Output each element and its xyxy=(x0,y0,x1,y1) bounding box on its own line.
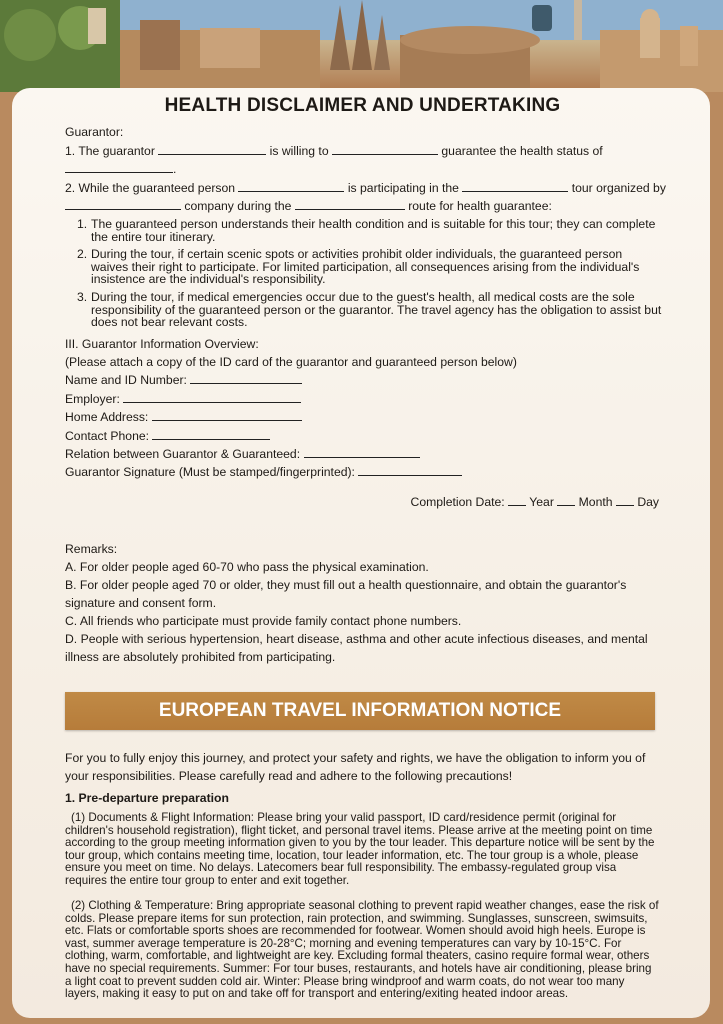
notice-intro: For you to fully enjoy this journey, and protect your safety and rights, we have the obligation to inform you of your responsibilities. Please carefully read and adhere to the following precautions! xyxy=(65,751,646,783)
item-number: 2. xyxy=(77,247,88,261)
field-contact-phone xyxy=(65,429,270,443)
remark-d: D. People with serious hypertension, heart disease, asthma and other acute infectious diseases, and mental illness are absolutely prohibited from participating. xyxy=(65,632,648,664)
remarks-title: Remarks: xyxy=(65,542,118,556)
guarantor-line-2 xyxy=(65,181,666,195)
line1-text-c: guarantee the health status of xyxy=(441,144,603,158)
guarantor-line-1b xyxy=(65,162,176,176)
blank-willing-to[interactable] xyxy=(332,144,438,155)
document-card xyxy=(12,88,710,1018)
notice-section-banner: EUROPEAN TRAVEL INFORMATION NOTICE xyxy=(65,692,655,730)
month-input[interactable] xyxy=(557,495,575,506)
relation-input[interactable] xyxy=(304,447,420,458)
item-number: 3. xyxy=(77,290,88,304)
field-relation xyxy=(65,447,420,461)
item-number: 1. xyxy=(77,217,88,231)
field-label: Employer: xyxy=(65,392,120,406)
line2-text-d: company during the xyxy=(184,199,292,213)
guarantor-label: Guarantor: xyxy=(65,125,124,139)
undertaking-item-3 xyxy=(77,291,662,329)
year-input[interactable] xyxy=(508,495,526,506)
header-photo-banner xyxy=(0,0,723,92)
guarantor-line-2b xyxy=(65,199,552,213)
notice-paragraph-2: (2) Clothing & Temperature: Bring appropriate seasonal clothing to prevent rapid weather changes, ease the risk of colds. Please prepare items for sun protection, rain protection, and swimming. Sunglasses, sunscreen, swimsuits, etc. Flats or comfortable sports shoes are recommended for footwear. Women should avoid high heels. Europe is vast, summer average temperature is 20-28°C; morning and evening temperatures can vary by 10-15°C. For clothing, warm, comfortable, and lightweight are key. Excluding formal theaters, casino require formal wear, others have no special requirements. Summer: For tour buses, restaurants, and hotels have air conditioning, please bring a light coat to prevent sudden cold air. Winter: Please bring windproof and warm coats, do not wear too many layers, making it easy to put on and take off for transport and entering/exiting heated indoor areas. xyxy=(65,899,659,1001)
completion-label: Completion Date: xyxy=(410,495,505,509)
section3-note: (Please attach a copy of the ID card of the guarantor and guaranteed person below) xyxy=(65,355,517,369)
undertaking-item-2 xyxy=(77,248,662,286)
notice-sec1-title: 1. Pre-departure preparation xyxy=(65,791,229,805)
name-id-input[interactable] xyxy=(190,373,302,384)
day-input[interactable] xyxy=(616,495,634,506)
field-label: Home Address: xyxy=(65,410,149,424)
blank-guarantor-name[interactable] xyxy=(158,144,266,155)
field-name-id xyxy=(65,373,302,387)
field-label: Contact Phone: xyxy=(65,429,150,443)
line2-text-a: 2. While the guaranteed person xyxy=(65,181,236,195)
employer-input[interactable] xyxy=(123,392,301,403)
completion-date xyxy=(65,495,659,509)
month-label: Month xyxy=(578,495,613,509)
day-label: Day xyxy=(637,495,659,509)
notice-paragraph-1: (1) Documents & Flight Information: Please bring your valid passport, ID card/residence permit (original for children's household registration), flight ticket, and personal travel items. Please arrive at the meeting point on time according to the group meeting information given to you by the tour leader. This departure notice will be sent by the tour group, which contains meeting time, location, tour leader information, etc. The tour group is a whole, please ensure you meet on time. No delays. Latecomers bear full responsibility. The embassy-regulated group visa requires the entire tour group to enter and exit together. xyxy=(65,811,655,887)
line2-text-b: is participating in the xyxy=(347,181,459,195)
section3-title: III. Guarantor Information Overview: xyxy=(65,337,259,351)
contact-phone-input[interactable] xyxy=(152,429,270,440)
remark-a: A. For older people aged 60-70 who pass the physical examination. xyxy=(65,560,429,574)
line1-text-a: 1. The guarantor xyxy=(65,144,155,158)
field-label: Name and ID Number: xyxy=(65,373,187,387)
item-text: The guaranteed person understands their health condition and is suitable for this tour; they can complete the entire tour itinerary. xyxy=(91,217,656,244)
home-address-input[interactable] xyxy=(152,410,302,421)
line1-end: . xyxy=(173,162,177,176)
city-skyline-illustration xyxy=(0,0,723,92)
signature-input[interactable] xyxy=(358,465,462,476)
item-text: During the tour, if medical emergencies occur due to the guest's health, all medical costs are the sole responsibility of the guaranteed person or the guarantor. The travel agency has the obligation to assist but does not bear relevant costs. xyxy=(91,290,662,329)
field-home-address xyxy=(65,410,302,424)
guarantor-line-1 xyxy=(65,144,603,158)
page-title: HEALTH DISCLAIMER AND UNDERTAKING xyxy=(164,95,561,116)
blank-route[interactable] xyxy=(295,199,405,210)
field-label: Guarantor Signature (Must be stamped/fingerprinted): xyxy=(65,465,355,479)
field-employer xyxy=(65,392,301,406)
blank-guaranteed-person[interactable] xyxy=(65,162,173,173)
line1-text-b: is willing to xyxy=(269,144,329,158)
remark-c: C. All friends who participate must provide family contact phone numbers. xyxy=(65,614,462,628)
field-signature xyxy=(65,465,462,479)
undertaking-item-1 xyxy=(77,218,662,243)
line2-text-e: route for health guarantee: xyxy=(408,199,552,213)
item-text: During the tour, if certain scenic spots or activities prohibit older individuals, the guaranteed person waives their right to participate. For limited participation, all consequences arising from the individual's insistence are the individual's responsibility. xyxy=(91,247,640,286)
line2-text-c: tour organized by xyxy=(571,181,666,195)
blank-tour-name[interactable] xyxy=(462,181,568,192)
blank-company[interactable] xyxy=(65,199,181,210)
year-label: Year xyxy=(529,495,554,509)
blank-guaranteed-name[interactable] xyxy=(238,181,344,192)
remark-b: B. For older people aged 70 or older, they must fill out a health questionnaire, and obtain the guarantor's signature and consent form. xyxy=(65,578,627,610)
field-label: Relation between Guarantor & Guaranteed: xyxy=(65,447,301,461)
